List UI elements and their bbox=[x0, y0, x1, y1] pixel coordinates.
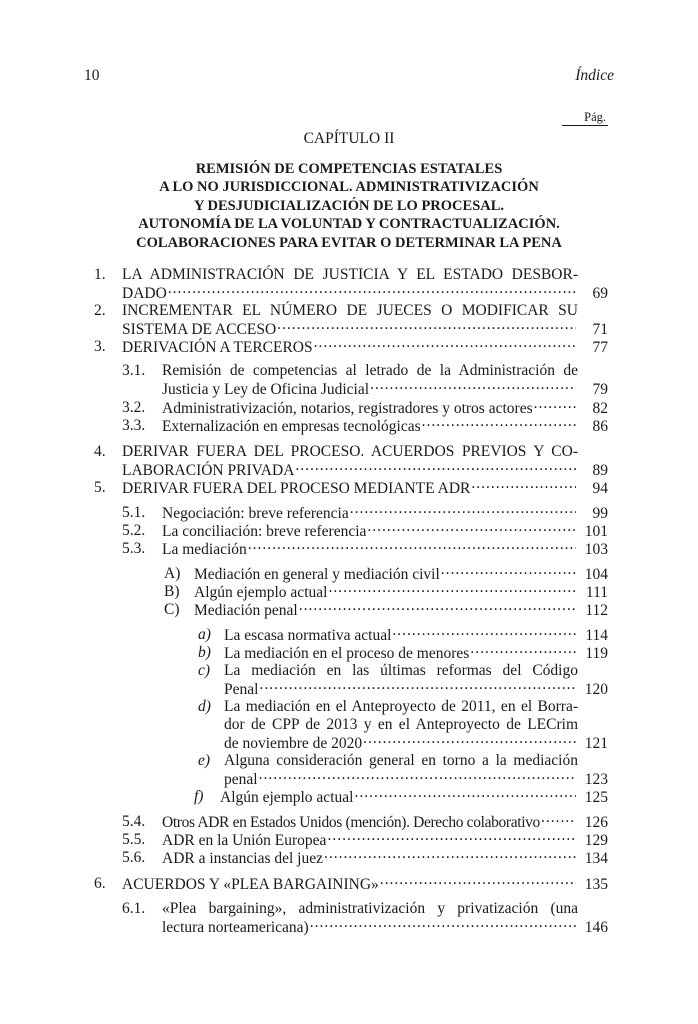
toc-entry[interactable] bbox=[122, 417, 608, 436]
toc-entry-number: 5.4. bbox=[122, 813, 146, 830]
toc-entry-title: Administrativización, notarios, registradores y otros actores bbox=[162, 400, 533, 417]
toc-dot-leader bbox=[350, 504, 576, 518]
toc-entry-title: dor de CPP de 2013 y en el Anteproyecto de LECrim bbox=[224, 716, 578, 733]
toc-entry-title: DADO bbox=[122, 285, 167, 302]
toc-dot-leader bbox=[314, 338, 576, 352]
toc-entry-page: 123 bbox=[584, 771, 608, 788]
toc-entry[interactable] bbox=[94, 302, 608, 339]
toc-entry-title: lectura norteamericana) bbox=[162, 919, 309, 936]
toc-entry-page: 112 bbox=[585, 602, 608, 619]
toc-entry[interactable] bbox=[164, 583, 608, 602]
toc-entry-title: ACUERDOS Y «PLEA BARGAINING» bbox=[122, 876, 379, 893]
toc-entry-title: SISTEMA DE ACCESO bbox=[122, 321, 277, 338]
toc-entry-number: B) bbox=[164, 583, 180, 600]
toc-dot-leader bbox=[380, 875, 576, 889]
toc-dot-leader bbox=[471, 479, 576, 493]
toc-entry[interactable] bbox=[122, 504, 608, 523]
toc-entry-number: b) bbox=[198, 644, 211, 661]
toc-dot-leader bbox=[324, 849, 576, 863]
toc-entry-page: 120 bbox=[584, 681, 608, 698]
toc-entry-number: f) bbox=[194, 788, 204, 805]
toc-entry-title: ADR a instancias del juez bbox=[162, 850, 323, 867]
toc-entry[interactable] bbox=[94, 266, 608, 303]
toc-entry-number: 3.3. bbox=[122, 417, 146, 434]
toc-entry-title: DERIVAR FUERA DEL PROCESO. ACUERDOS PREVIOS Y CO- bbox=[122, 443, 578, 460]
toc-entry[interactable] bbox=[122, 362, 608, 399]
toc-entry-page: 79 bbox=[592, 381, 608, 398]
pag-label: Pág. bbox=[584, 110, 606, 124]
toc-entry-page: 146 bbox=[584, 919, 608, 936]
toc-entry[interactable] bbox=[122, 831, 608, 850]
toc-entry[interactable] bbox=[164, 601, 608, 620]
toc-entry-number: 3. bbox=[94, 338, 106, 355]
toc-dot-leader bbox=[534, 399, 576, 413]
toc-entry-number: 5.3. bbox=[122, 540, 146, 557]
toc-entry-number: 1. bbox=[94, 266, 106, 283]
chapter-title-line: A LO NO JURISDICCIONAL. ADMINISTRATIVIZACIÓN bbox=[159, 179, 539, 196]
toc-entry[interactable] bbox=[122, 540, 608, 559]
toc-entry[interactable] bbox=[164, 565, 608, 584]
toc-entry-number: 4. bbox=[94, 443, 106, 460]
toc-entry-title: Mediación en general y mediación civil bbox=[194, 566, 440, 583]
toc-dot-leader bbox=[299, 601, 576, 615]
toc-dot-leader bbox=[354, 788, 576, 802]
toc-entry-number: 6. bbox=[94, 875, 106, 892]
toc-entry-title: DERIVACIÓN A TERCEROS bbox=[122, 339, 313, 356]
toc-entry-title: Algún ejemplo actual bbox=[194, 584, 328, 601]
toc-entry[interactable] bbox=[194, 788, 608, 807]
toc-entry-title: La escasa normativa actual bbox=[224, 627, 392, 644]
toc-entry-number: 5.6. bbox=[122, 849, 146, 866]
toc-entry-page: 104 bbox=[584, 566, 608, 583]
toc-dot-leader bbox=[277, 320, 576, 334]
toc-entry-number: 5.1. bbox=[122, 504, 146, 521]
toc-entry-title: Negociación: breve referencia bbox=[162, 505, 349, 522]
toc-entry-page: 121 bbox=[584, 735, 608, 752]
toc-dot-leader bbox=[327, 831, 576, 845]
toc-entry-title: DERIVAR FUERA DEL PROCESO MEDIANTE ADR bbox=[122, 480, 471, 497]
running-head: Índice bbox=[575, 67, 614, 84]
toc-dot-leader bbox=[541, 813, 576, 827]
toc-entry-page: 111 bbox=[585, 584, 608, 601]
toc-dot-leader bbox=[363, 734, 576, 748]
toc-entry-title: Mediación penal bbox=[194, 602, 298, 619]
toc-entry-page: 86 bbox=[592, 418, 608, 435]
chapter-title-line: REMISIÓN DE COMPETENCIAS ESTATALES bbox=[195, 161, 503, 177]
toc-entry-number: a) bbox=[198, 626, 211, 643]
toc-entry-title: Otros ADR en Estados Unidos (mención). Derecho colaborativo bbox=[162, 814, 540, 831]
toc-entry-title: de noviembre de 2020 bbox=[224, 735, 363, 752]
toc-entry-page: 77 bbox=[592, 339, 608, 356]
toc-entry-title: La conciliación: breve referencia bbox=[162, 523, 367, 540]
toc-entry-title: Alguna consideración general en torno a la mediación bbox=[224, 752, 578, 769]
toc-entry[interactable] bbox=[198, 752, 608, 789]
toc-dot-leader bbox=[441, 565, 576, 579]
toc-entry-page: 125 bbox=[584, 789, 608, 806]
toc-entry[interactable] bbox=[94, 479, 608, 498]
toc-entry[interactable] bbox=[198, 698, 608, 753]
toc-entry[interactable] bbox=[122, 849, 608, 868]
toc-entry-page: 119 bbox=[585, 645, 608, 662]
toc-entry-page: 134 bbox=[584, 850, 608, 867]
chapter-title-line: COLABORACIONES PARA EVITAR O DETERMINAR LA PENA bbox=[136, 234, 562, 251]
toc-entry-number: 5. bbox=[94, 479, 106, 496]
toc-dot-leader bbox=[328, 583, 576, 597]
toc-entry[interactable] bbox=[198, 662, 608, 699]
toc-entry-page: 89 bbox=[592, 462, 608, 479]
toc-entry-page: 94 bbox=[592, 480, 608, 497]
toc-dot-leader bbox=[259, 680, 576, 694]
chapter-label: CAPÍTULO II bbox=[303, 130, 395, 147]
toc-entry-page: 71 bbox=[592, 321, 608, 338]
toc-entry[interactable] bbox=[198, 626, 608, 645]
toc-entry-page: 114 bbox=[585, 627, 608, 644]
toc-entry[interactable] bbox=[94, 443, 608, 480]
toc-dot-leader bbox=[370, 380, 576, 394]
toc-dot-leader bbox=[248, 540, 576, 554]
toc-entry-number: C) bbox=[164, 601, 180, 618]
chapter-title-line: Y DESJUDICIALIZACIÓN DE LO PROCESAL. bbox=[193, 197, 505, 214]
toc-entry-number: 5.2. bbox=[122, 522, 146, 539]
toc-dot-leader bbox=[392, 626, 576, 640]
toc-entry-number: d) bbox=[198, 698, 211, 715]
toc-entry-title: La mediación en las últimas reformas del Código bbox=[224, 662, 578, 679]
toc-entry-page: 135 bbox=[584, 876, 608, 893]
toc-entry-title: Algún ejemplo actual bbox=[220, 789, 354, 806]
toc-dot-leader bbox=[168, 284, 576, 298]
toc-entry-title: Justicia y Ley de Oficina Judicial bbox=[162, 381, 370, 398]
toc-entry-page: 99 bbox=[592, 505, 608, 522]
toc-dot-leader bbox=[259, 770, 576, 784]
toc-entry-page: 129 bbox=[584, 832, 608, 849]
toc-entry[interactable] bbox=[122, 522, 608, 541]
chapter-title-line: AUTONOMÍA DE LA VOLUNTAD Y CONTRACTUALIZACIÓN. bbox=[138, 216, 560, 233]
toc-dot-leader bbox=[422, 417, 576, 431]
toc-entry-page: 101 bbox=[584, 523, 608, 540]
pag-underline bbox=[562, 125, 608, 126]
toc-entry[interactable] bbox=[122, 900, 608, 937]
page-number: 10 bbox=[84, 67, 100, 84]
toc-entry-number: e) bbox=[198, 752, 211, 769]
toc-entry-number: 6.1. bbox=[122, 900, 146, 917]
toc-entry-number: 3.1. bbox=[122, 362, 146, 379]
toc-entry-title: La mediación en el Anteproyecto de 2011, en el Borra- bbox=[224, 698, 578, 715]
toc-entry-number: 5.5. bbox=[122, 831, 146, 848]
toc-dot-leader bbox=[295, 461, 576, 475]
toc-entry-page: 126 bbox=[584, 814, 608, 831]
toc-entry-page: 69 bbox=[592, 285, 608, 302]
toc-dot-leader bbox=[470, 644, 576, 658]
toc-entry[interactable] bbox=[122, 813, 608, 832]
toc-entry-title: ADR en la Unión Europea bbox=[162, 832, 327, 849]
toc-entry-page: 103 bbox=[584, 541, 608, 558]
toc-entry[interactable] bbox=[198, 644, 608, 663]
toc-entry[interactable] bbox=[94, 338, 608, 357]
toc-entry-title: «Plea bargaining», administrativización y privatización (una bbox=[162, 900, 578, 917]
toc-entry[interactable] bbox=[94, 875, 608, 894]
toc-entry-title: Remisión de competencias al letrado de la Administración de bbox=[162, 362, 578, 379]
chapter-title bbox=[60, 160, 638, 252]
toc-entry-title: LA ADMINISTRACIÓN DE JUSTICIA Y EL ESTADO DESBOR- bbox=[122, 266, 578, 283]
toc-entry-page: 82 bbox=[592, 400, 608, 417]
toc-entry-number: c) bbox=[198, 662, 211, 679]
toc-entry-number: 3.2. bbox=[122, 399, 146, 416]
toc-entry-title: penal bbox=[224, 771, 258, 788]
toc-dot-leader bbox=[367, 522, 576, 536]
toc-entry-title: La mediación bbox=[162, 541, 247, 558]
toc-entry-title: La mediación en el proceso de menores bbox=[224, 645, 470, 662]
toc-entry-number: A) bbox=[164, 565, 181, 582]
toc-dot-leader bbox=[310, 918, 576, 932]
toc-entry-number: 2. bbox=[94, 302, 106, 319]
toc-entry[interactable] bbox=[122, 399, 608, 418]
toc-entry-title: Externalización en empresas tecnológicas bbox=[162, 418, 421, 435]
toc-entry-title: LABORACIÓN PRIVADA bbox=[122, 462, 295, 479]
toc-entry-title: INCREMENTAR EL NÚMERO DE JUECES O MODIFICAR SU bbox=[122, 302, 578, 319]
toc-entry-title: Penal bbox=[224, 681, 259, 698]
